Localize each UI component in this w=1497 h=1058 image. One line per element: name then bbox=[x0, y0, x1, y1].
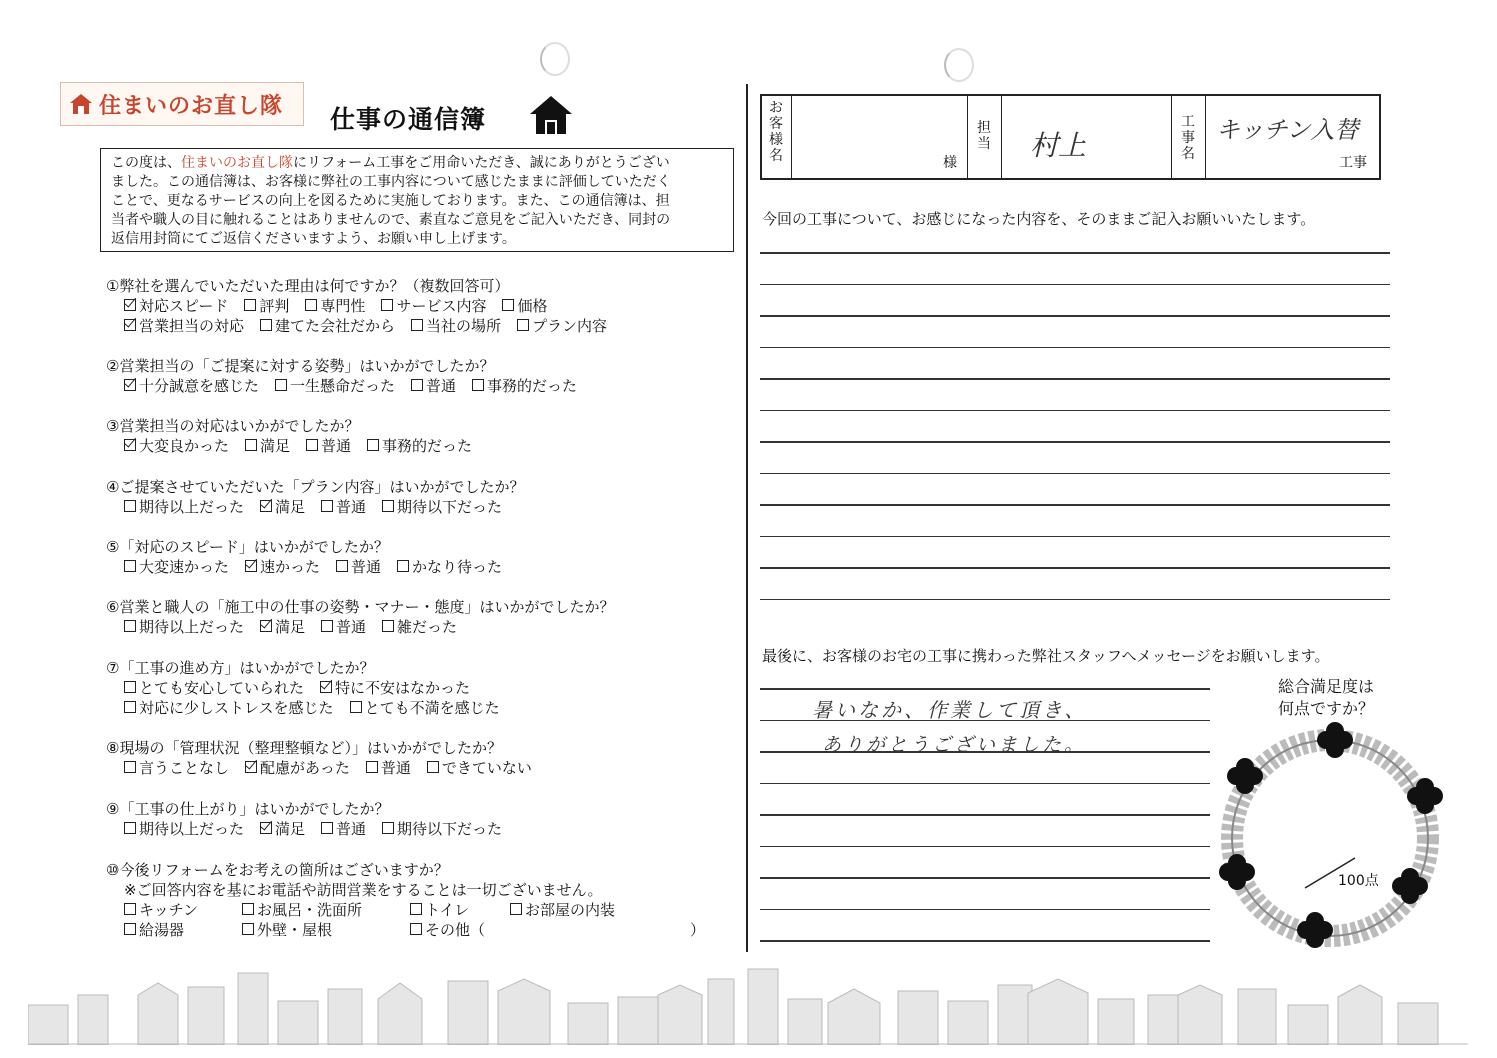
question-4-text: ④ご提案させていただいた「プラン内容」はいかがでしたか？ bbox=[106, 478, 525, 496]
satisfaction-label bbox=[1268, 676, 1384, 720]
work-label: 工事名 bbox=[1181, 114, 1195, 162]
customer-label-cell bbox=[762, 96, 792, 178]
answer-option[interactable] bbox=[124, 698, 334, 718]
answer-option[interactable] bbox=[321, 617, 366, 637]
checkbox[interactable] bbox=[321, 500, 333, 512]
question-2-options-row bbox=[106, 376, 593, 396]
checkbox[interactable] bbox=[350, 701, 362, 713]
checkbox[interactable] bbox=[244, 299, 256, 311]
checkbox[interactable] bbox=[305, 299, 317, 311]
answer-option-label: 配慮があった bbox=[260, 759, 350, 777]
punch-hole-left bbox=[540, 42, 570, 76]
answer-option[interactable] bbox=[242, 900, 362, 920]
answer-option[interactable] bbox=[124, 617, 244, 637]
question-3-options-row bbox=[106, 436, 488, 456]
message-instruction: 最後に、お客様のお宅の工事に携わった弊社スタッフへメッセージをお願いします。 bbox=[762, 647, 1330, 665]
checkbox[interactable] bbox=[336, 560, 348, 572]
question-10 bbox=[106, 860, 616, 940]
question-5 bbox=[106, 537, 518, 577]
checked-checkbox[interactable] bbox=[320, 681, 332, 693]
question-5-options-row bbox=[106, 557, 518, 577]
answer-option[interactable] bbox=[245, 436, 290, 456]
satisfaction-score: 100点 bbox=[1338, 873, 1379, 889]
checkbox[interactable] bbox=[124, 903, 136, 915]
message-rule-line bbox=[760, 877, 1210, 879]
answer-option[interactable] bbox=[124, 920, 184, 940]
intro-brand: 住まいのお直し隊 bbox=[181, 155, 293, 171]
work-field[interactable] bbox=[1206, 96, 1379, 178]
answer-option[interactable] bbox=[260, 316, 395, 336]
answer-option-label: キッチン bbox=[139, 901, 198, 919]
answer-option-label: 普通 bbox=[380, 759, 411, 777]
answer-option-label: 外壁・屋根 bbox=[257, 921, 333, 939]
intro-line-1-text: にリフォーム工事をご用命いただき、誠にありがとうござい bbox=[293, 155, 670, 171]
answer-option-label: とても安心していられた bbox=[139, 679, 305, 697]
question-3-text: ③営業担当の対応はいかがでしたか？ bbox=[106, 417, 360, 435]
staff-value: 村上 bbox=[1030, 129, 1087, 162]
question-8-options-row bbox=[106, 758, 548, 778]
answer-option[interactable] bbox=[242, 920, 332, 940]
comment-rule-line bbox=[760, 504, 1390, 506]
answer-option[interactable] bbox=[124, 758, 229, 778]
answer-option-label: 普通 bbox=[336, 618, 367, 636]
comment-rule-line bbox=[760, 252, 1390, 254]
house-icon bbox=[528, 94, 574, 136]
answer-option[interactable] bbox=[472, 376, 577, 396]
answer-option[interactable] bbox=[245, 557, 320, 577]
intro-line-3: ことで、更なるサービスの向上を図るために実施しております。また、この通信簿は、担 bbox=[111, 193, 670, 209]
customer-name-field[interactable] bbox=[792, 96, 968, 178]
checkbox[interactable] bbox=[124, 701, 136, 713]
checked-checkbox[interactable] bbox=[124, 439, 136, 451]
question-6-text: ⑥営業と職人の「施工中の仕事の姿勢・マナー・態度」はいかがでしたか？ bbox=[106, 598, 615, 616]
checkbox[interactable] bbox=[245, 439, 257, 451]
answer-option[interactable] bbox=[366, 758, 411, 778]
comment-rule-line bbox=[760, 315, 1390, 317]
work-suffix: 工事 bbox=[1339, 155, 1367, 171]
answer-option-label: お風呂・洗面所 bbox=[257, 901, 363, 919]
answer-option-label: 普通 bbox=[336, 498, 367, 516]
checkbox[interactable] bbox=[502, 299, 514, 311]
question-1-text: ①弊社を選んでいただいた理由は何ですか？（複数回答可） bbox=[106, 277, 510, 295]
question-1 bbox=[106, 276, 623, 336]
answer-option-label: 建てた会社だから bbox=[275, 317, 396, 335]
answer-option-label: トイレ bbox=[425, 901, 470, 919]
question-9-text: ⑨「工事の仕上がり」はいかがでしたか？ bbox=[106, 800, 390, 818]
answer-option-label: 大変速かった bbox=[139, 558, 230, 576]
job-header-table bbox=[760, 94, 1381, 180]
checkbox[interactable] bbox=[242, 903, 254, 915]
staff-field[interactable] bbox=[1002, 96, 1172, 178]
question-3 bbox=[106, 416, 488, 456]
question-9-options-row bbox=[106, 819, 518, 839]
question-2 bbox=[106, 356, 593, 396]
answer-option-label: 給湯器 bbox=[139, 921, 185, 939]
satisfaction-label-1: 総合満足度は bbox=[1277, 677, 1374, 696]
question-7-options-row bbox=[106, 698, 516, 718]
answer-option-label: 期待以下だった bbox=[397, 820, 503, 838]
checkbox[interactable] bbox=[427, 761, 439, 773]
answer-option[interactable] bbox=[411, 376, 456, 396]
checkbox[interactable] bbox=[367, 439, 379, 451]
checked-checkbox[interactable] bbox=[124, 319, 136, 331]
house-logo-icon bbox=[69, 93, 93, 115]
answer-option-label: 満足 bbox=[275, 618, 306, 636]
answer-option[interactable] bbox=[410, 920, 485, 940]
answer-option[interactable] bbox=[244, 296, 289, 316]
answer-option[interactable] bbox=[306, 436, 351, 456]
comment-rule-line bbox=[760, 410, 1390, 412]
answer-option[interactable] bbox=[410, 900, 469, 920]
other-close-paren: ） bbox=[690, 921, 706, 939]
checkbox[interactable] bbox=[382, 500, 394, 512]
checkbox[interactable] bbox=[382, 620, 394, 632]
town-skyline-decoration bbox=[28, 965, 1468, 1045]
staff-label-cell bbox=[968, 96, 1002, 178]
answer-option-label: プラン内容 bbox=[532, 317, 608, 335]
question-1-options-row bbox=[106, 296, 623, 316]
answer-option[interactable] bbox=[124, 497, 244, 517]
answer-option-label: 当社の場所 bbox=[426, 317, 502, 335]
answer-option[interactable] bbox=[350, 698, 500, 718]
question-5-text: ⑤「対応のスピード」はいかがでしたか？ bbox=[106, 538, 389, 556]
wreath-icon bbox=[1205, 718, 1455, 958]
question-4-options-row bbox=[106, 497, 524, 517]
answer-option-label: 普通 bbox=[351, 558, 382, 576]
answer-option[interactable] bbox=[305, 296, 365, 316]
comment-rule-line bbox=[760, 567, 1390, 569]
message-line-1: 暑いなか、作業して頂き、 bbox=[812, 698, 1088, 722]
answer-option-label: 期待以上だった bbox=[139, 498, 245, 516]
question-9 bbox=[106, 799, 518, 839]
question-1-options-row bbox=[106, 316, 623, 336]
checkbox[interactable] bbox=[381, 299, 393, 311]
checkbox[interactable] bbox=[124, 560, 136, 572]
comment-rule-line bbox=[760, 441, 1390, 443]
answer-option[interactable] bbox=[367, 436, 472, 456]
answer-option-label: 普通 bbox=[336, 820, 367, 838]
answer-option[interactable] bbox=[411, 316, 501, 336]
answer-option[interactable] bbox=[245, 758, 350, 778]
checked-checkbox[interactable] bbox=[260, 822, 272, 834]
question-10-note: ※ご回答内容を基にお電話や訪問営業をすることは一切ございません。 bbox=[124, 881, 603, 899]
question-2-text: ②営業担当の「ご提案に対する姿勢」はいかがでしたか？ bbox=[106, 357, 495, 375]
question-10-text: ⑩今後リフォームをお考えの箇所はございますか？ bbox=[106, 861, 449, 879]
answer-option-label: 営業担当の対応 bbox=[139, 317, 245, 335]
comment-rule-line bbox=[760, 599, 1390, 601]
checkbox[interactable] bbox=[124, 923, 136, 935]
answer-option-label: とても不満を感じた bbox=[364, 699, 500, 717]
checkbox[interactable] bbox=[124, 681, 136, 693]
answer-option[interactable] bbox=[124, 436, 229, 456]
checkbox[interactable] bbox=[124, 822, 136, 834]
answer-option-label: 対応スピード bbox=[139, 297, 229, 315]
question-10-options-row bbox=[106, 900, 616, 920]
question-10-options-row bbox=[106, 920, 602, 940]
checkbox[interactable] bbox=[124, 620, 136, 632]
question-4 bbox=[106, 477, 524, 517]
answer-option[interactable] bbox=[381, 296, 486, 316]
answer-option-label: 評判 bbox=[259, 297, 290, 315]
answer-option[interactable] bbox=[382, 617, 457, 637]
checkbox[interactable] bbox=[124, 500, 136, 512]
answer-option-label: 満足 bbox=[275, 820, 306, 838]
answer-option-label: 事務的だった bbox=[382, 437, 473, 455]
message-rule-line bbox=[760, 688, 1210, 690]
answer-option[interactable] bbox=[397, 557, 502, 577]
answer-option[interactable] bbox=[124, 900, 198, 920]
checkbox[interactable] bbox=[124, 761, 136, 773]
answer-option[interactable] bbox=[382, 819, 502, 839]
work-label-cell bbox=[1172, 96, 1206, 178]
question-7-text: ⑦「工事の進め方」はいかがでしたか？ bbox=[106, 659, 375, 677]
answer-option[interactable] bbox=[260, 819, 305, 839]
checkbox[interactable] bbox=[472, 379, 484, 391]
brand-logo bbox=[60, 82, 304, 126]
answer-option[interactable] bbox=[517, 316, 607, 336]
answer-option[interactable] bbox=[382, 497, 502, 517]
page-title: 仕事の通信簿 bbox=[330, 105, 487, 134]
checkbox[interactable] bbox=[517, 319, 529, 331]
intro-line-1 bbox=[111, 154, 723, 173]
answer-option[interactable] bbox=[124, 819, 244, 839]
answer-option-label: 満足 bbox=[275, 498, 306, 516]
answer-option-label: できていない bbox=[441, 759, 532, 777]
satisfaction-label-2: 何点ですか？ bbox=[1277, 699, 1374, 718]
message-rule-line bbox=[760, 814, 1210, 816]
answer-option-label: 大変良かった bbox=[139, 437, 230, 455]
answer-option-label: 期待以上だった bbox=[139, 618, 245, 636]
message-rule-line bbox=[760, 846, 1210, 848]
comment-rule-line bbox=[760, 284, 1390, 286]
answer-option[interactable] bbox=[502, 296, 547, 316]
answer-option-label: 価格 bbox=[517, 297, 548, 315]
checked-checkbox[interactable] bbox=[124, 299, 136, 311]
answer-option-label: 事務的だった bbox=[487, 377, 578, 395]
punch-hole-right bbox=[944, 48, 974, 82]
checkbox[interactable] bbox=[510, 903, 522, 915]
question-7-options-row bbox=[106, 678, 516, 698]
work-value: キッチン入替 bbox=[1216, 116, 1359, 144]
answer-option-label: 期待以上だった bbox=[139, 820, 245, 838]
checkbox[interactable] bbox=[410, 903, 422, 915]
answer-option-label: 速かった bbox=[260, 558, 321, 576]
intro-text-box bbox=[100, 148, 734, 252]
answer-option-label: 普通 bbox=[426, 377, 457, 395]
answer-option[interactable] bbox=[427, 758, 532, 778]
checkbox[interactable] bbox=[242, 923, 254, 935]
checkbox[interactable] bbox=[275, 379, 287, 391]
checkbox[interactable] bbox=[410, 923, 422, 935]
answer-option[interactable] bbox=[124, 557, 229, 577]
sama-suffix: 様 bbox=[943, 155, 957, 171]
question-10-options bbox=[106, 900, 616, 940]
intro-line-5: 返信用封筒にてご返信くださいますよう、お願い申し上げます。 bbox=[111, 231, 516, 247]
answer-option[interactable] bbox=[260, 497, 305, 517]
answer-option[interactable] bbox=[320, 678, 470, 698]
answer-option-label: 対応に少しストレスを感じた bbox=[139, 699, 334, 717]
answer-option-label: 十分誠意を感じた bbox=[139, 377, 260, 395]
answer-option-label: 雑だった bbox=[397, 618, 458, 636]
question-8-text: ⑧現場の「管理状況（整理整頓など）」はいかがでしたか？ bbox=[106, 739, 502, 757]
comment-rule-line bbox=[760, 347, 1390, 349]
question-7 bbox=[106, 658, 516, 718]
checkbox[interactable] bbox=[321, 620, 333, 632]
answer-option-label: 言うことなし bbox=[139, 759, 230, 777]
question-8 bbox=[106, 738, 548, 778]
answer-option-label: その他（ bbox=[425, 921, 486, 939]
checkbox[interactable] bbox=[306, 439, 318, 451]
checkbox[interactable] bbox=[397, 560, 409, 572]
checked-checkbox[interactable] bbox=[245, 761, 257, 773]
brand-logo-text: 住まいのお直し隊 bbox=[99, 93, 284, 119]
comment-rule-line bbox=[760, 378, 1390, 380]
question-6-options-row bbox=[106, 617, 614, 637]
checked-checkbox[interactable] bbox=[260, 620, 272, 632]
checkbox[interactable] bbox=[366, 761, 378, 773]
answer-option[interactable] bbox=[336, 557, 381, 577]
answer-option[interactable] bbox=[275, 376, 395, 396]
customer-label: お客様名 bbox=[769, 100, 783, 164]
checkbox[interactable] bbox=[321, 822, 333, 834]
answer-option[interactable] bbox=[124, 296, 228, 316]
message-rule-line bbox=[760, 940, 1210, 942]
checked-checkbox[interactable] bbox=[124, 379, 136, 391]
comment-instruction: 今回の工事について、お感じになった内容を、そのままご記入お願いいたします。 bbox=[762, 210, 1316, 228]
answer-option[interactable] bbox=[124, 316, 244, 336]
column-divider bbox=[746, 84, 748, 952]
checkbox[interactable] bbox=[411, 379, 423, 391]
message-rule-line bbox=[760, 783, 1210, 785]
answer-option[interactable] bbox=[321, 819, 366, 839]
message-line-2: ありがとうございました。 bbox=[822, 734, 1087, 756]
checked-checkbox[interactable] bbox=[260, 500, 272, 512]
intro-pre: この度は、 bbox=[111, 155, 181, 171]
answer-option-label: 専門性 bbox=[320, 297, 366, 315]
checkbox[interactable] bbox=[260, 319, 272, 331]
staff-label: 担当 bbox=[977, 120, 991, 152]
intro-line-4: 当者や職人の目に触れることはありませんので、素直なご意見をご記入いただき、同封の bbox=[111, 212, 671, 228]
answer-option-label: 満足 bbox=[260, 437, 291, 455]
answer-option-label: サービス内容 bbox=[396, 297, 487, 315]
message-rule-line bbox=[760, 909, 1210, 911]
answer-option[interactable] bbox=[124, 678, 304, 698]
checkbox[interactable] bbox=[382, 822, 394, 834]
answer-option-label: 期待以下だった bbox=[397, 498, 503, 516]
answer-option-label: かなり待った bbox=[412, 558, 503, 576]
answer-option[interactable] bbox=[260, 617, 305, 637]
answer-option[interactable] bbox=[510, 900, 615, 920]
intro-line-2: ました。この通信簿は、お客様に弊社の工事内容について感じたままに評価していただく bbox=[111, 174, 671, 190]
answer-option[interactable] bbox=[124, 376, 259, 396]
answer-option-label: お部屋の内装 bbox=[525, 901, 616, 919]
checkbox[interactable] bbox=[411, 319, 423, 331]
comment-rule-line bbox=[760, 473, 1390, 475]
answer-option-label: 普通 bbox=[321, 437, 352, 455]
comment-rule-line bbox=[760, 536, 1390, 538]
checked-checkbox[interactable] bbox=[245, 560, 257, 572]
answer-option-label: 一生懸命だった bbox=[290, 377, 396, 395]
answer-option[interactable] bbox=[321, 497, 366, 517]
answer-option-label: 特に不安はなかった bbox=[335, 679, 471, 697]
question-6 bbox=[106, 597, 614, 637]
